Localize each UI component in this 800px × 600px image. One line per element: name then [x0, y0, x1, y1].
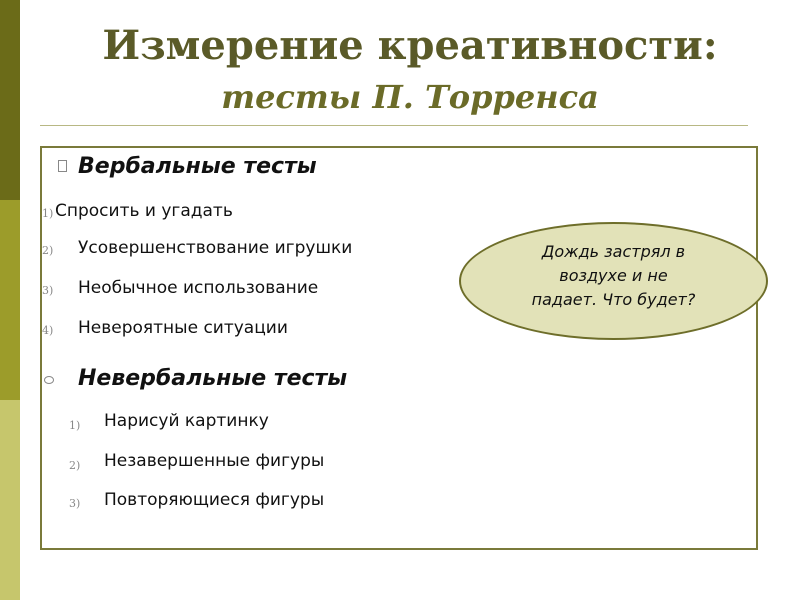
callout-oval — [459, 222, 768, 340]
list-item: Незавершенные фигуры — [104, 451, 325, 471]
callout-line: падает. Что будет? — [531, 290, 696, 309]
square-bullet-icon — [58, 160, 67, 172]
nonverbal-heading: Невербальные тесты — [78, 366, 348, 391]
left-strip-mid — [0, 200, 20, 400]
callout-line: воздухе и не — [559, 266, 668, 285]
list-item: Необычное использование — [78, 278, 319, 298]
list-number: 1) — [42, 207, 54, 220]
callout-text — [461, 240, 766, 312]
verbal-heading: Вербальные тесты — [78, 154, 317, 179]
list-item: Нарисуй картинку — [104, 411, 269, 431]
callout-line: Дождь застрял в — [541, 242, 686, 261]
left-strip-light — [0, 400, 20, 600]
list-number: 2) — [69, 459, 81, 472]
list-number: 3) — [42, 284, 54, 297]
list-number: 4) — [42, 324, 54, 337]
list-number: 2) — [42, 244, 54, 257]
circle-bullet-icon — [44, 376, 54, 384]
list-item: Повторяющиеся фигуры — [104, 490, 325, 510]
slide-subtitle: тесты П. Торренса — [221, 78, 599, 116]
title-divider — [40, 125, 748, 126]
list-number: 1) — [69, 419, 81, 432]
list-item: Спросить и угадать — [55, 201, 233, 221]
list-number: 3) — [69, 497, 81, 510]
list-item: Усовершенствование игрушки — [78, 238, 353, 258]
left-strip-dark — [0, 0, 20, 200]
slide-title: Измерение креативности: — [102, 22, 718, 69]
list-item: Невероятные ситуации — [78, 318, 288, 338]
